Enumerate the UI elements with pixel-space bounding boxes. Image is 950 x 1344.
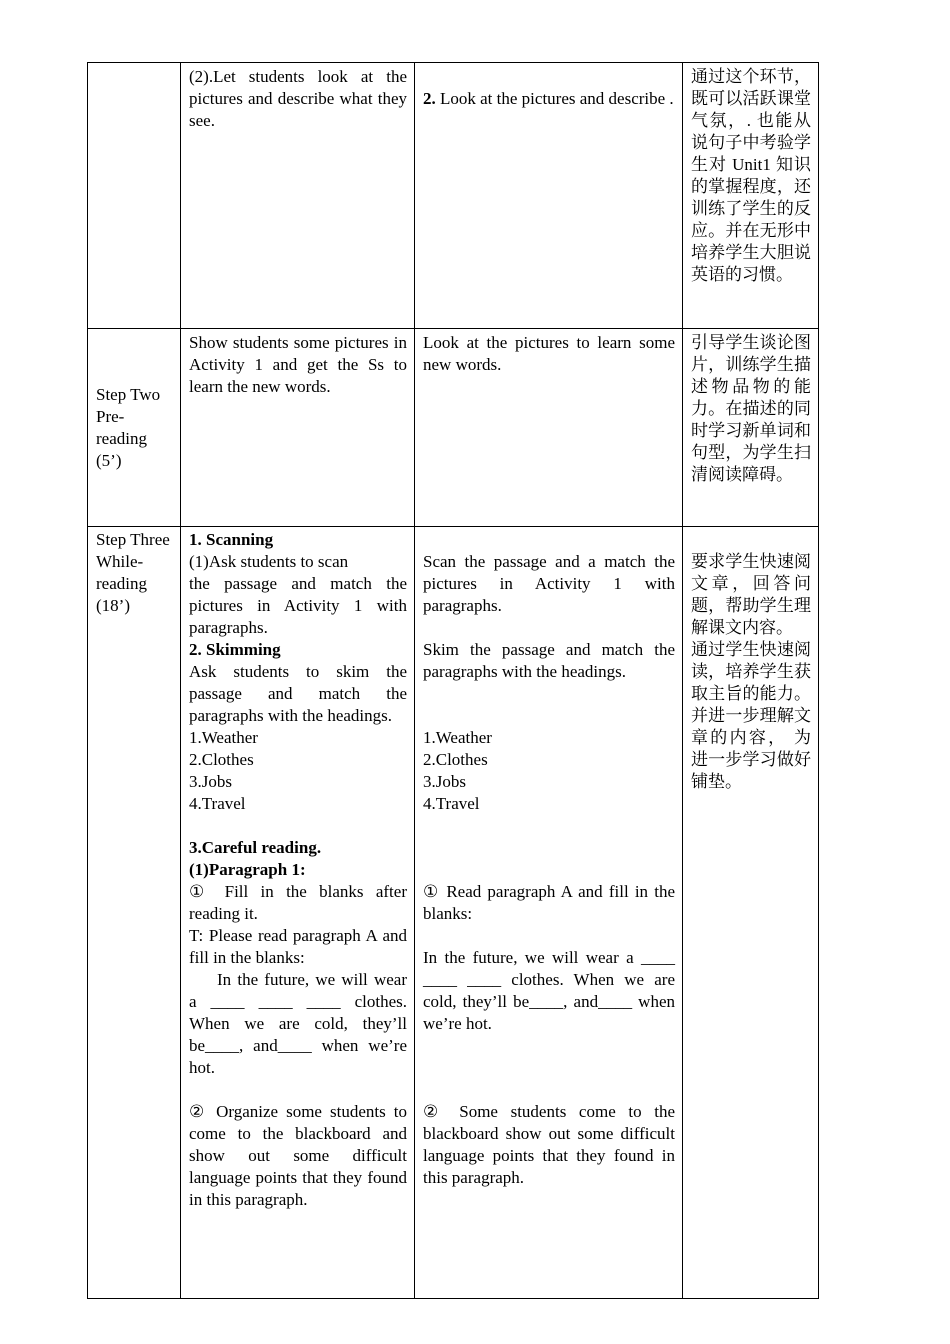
step-cell: Step Two Pre-reading (5’) <box>88 329 181 527</box>
fill-instruction: ① Fill in the blanks after reading it. <box>189 882 407 923</box>
passage-blanks: In the future, we will wear a ____ ____ ____ clothes. When we are cold, they’ll be____, and____ when we’re hot. <box>423 948 675 1033</box>
step-cell <box>88 63 181 329</box>
purpose-cell <box>683 527 819 1299</box>
scan-text: Scan the passage and a match the pictures in Activity 1 with paragraphs. <box>423 552 675 615</box>
teacher-activity-cell: Show students some pictures in Activity 1 and get the Ss to learn the new words. <box>181 329 415 527</box>
heading-item: 4.Travel <box>189 794 246 813</box>
scan-text: the passage and match the pictures in Activity 1 with paragraphs. <box>189 574 407 637</box>
step-cell: Step Three While-reading (18’) <box>88 527 181 1299</box>
passage-blanks: In the future, we will wear a ____ ____ ____ clothes. When we are cold, they’ll be____, and____ when we’re hot. <box>189 970 407 1077</box>
teacher-prompt: T: Please read paragraph A and fill in the blanks: <box>189 926 407 967</box>
table-row <box>88 527 819 1299</box>
purpose-text: 通过学生快速阅读，培养学生获取主旨的能力。并进一步理解文章的内容， 为进一步学习做好铺垫。 <box>691 640 811 791</box>
heading-item: 1.Weather <box>189 728 258 747</box>
teacher-activity-cell <box>181 527 415 1299</box>
heading-item: 2.Clothes <box>189 750 254 769</box>
purpose-text: 要求学生快速阅文章，回答问题，帮助学生理解课文内容。 <box>691 552 811 637</box>
heading-item: 2.Clothes <box>423 750 488 769</box>
student-activity-cell: Look at the pictures to learn some new words. <box>415 329 683 527</box>
student-activity-cell <box>415 527 683 1299</box>
heading-item: 4.Travel <box>423 794 480 813</box>
heading-item: 1.Weather <box>423 728 492 747</box>
skimming-title: 2. Skimming <box>189 640 281 659</box>
lesson-plan-table <box>87 62 819 1299</box>
table-row <box>88 329 819 527</box>
heading-item: 3.Jobs <box>189 772 232 791</box>
scan-line: (1)Ask students to scan <box>189 552 349 571</box>
teacher-activity-cell: (2).Let students look at the pictures and describe what they see. <box>181 63 415 329</box>
student-activity-text: Look at the pictures and describe . <box>440 89 674 108</box>
paragraph-title: (1)Paragraph 1: <box>189 860 306 879</box>
organize-text: ② Organize some students to come to the blackboard and show out some difficult language points that they found in this paragraph. <box>189 1102 407 1209</box>
careful-reading-title: 3.Careful reading. <box>189 838 322 857</box>
purpose-cell: 引导学生谈论图片，训练学生描述物品物的能力。在描述的同时学习新单词和句型，为学生扫清阅读障碍。 <box>683 329 819 527</box>
read-instruction: ① Read paragraph A and fill in the blanks: <box>423 882 675 923</box>
some-students-text: ② Some students come to the blackboard show out some difficult language points that they found in this paragraph. <box>423 1102 675 1187</box>
heading-item: 3.Jobs <box>423 772 466 791</box>
skim-text: Ask students to skim the passage and match the paragraphs with the headings. <box>189 662 407 725</box>
student-activity-cell <box>415 63 683 329</box>
purpose-cell: 通过这个环节，既可以活跃课堂气氛，. 也能从说句子中考验学生对 Unit1 知识的掌握程度，还训练了学生的反应。并在无形中培养学生大胆说英语的习惯。 <box>683 63 819 329</box>
scanning-title: 1. Scanning <box>189 530 274 549</box>
skim-text: Skim the passage and match the paragraphs with the headings. <box>423 640 675 681</box>
table-row <box>88 63 819 329</box>
item-number: 2. <box>423 89 436 108</box>
